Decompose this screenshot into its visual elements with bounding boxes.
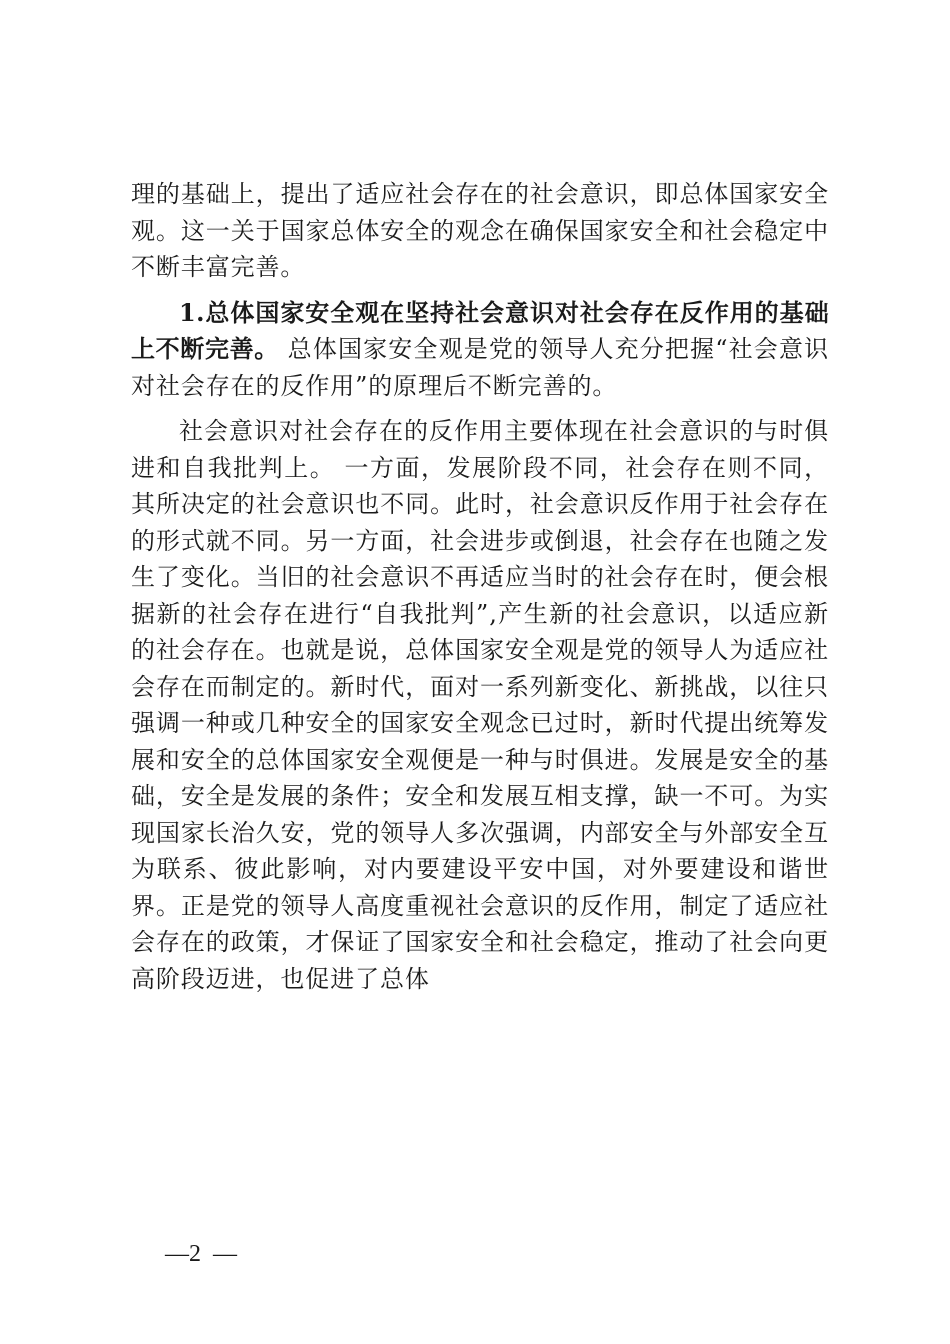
paragraph-section-1: [131, 295, 829, 405]
paragraph-continued: 理的基础上，提出了适应社会存在的社会意识，即总体国家安全观。这一关于国家总体安全的观念在确保国家安全和社会稳定中不断丰富完善。: [131, 180, 829, 281]
document-body: [131, 176, 829, 997]
paragraph-body: 社会意识对社会存在的反作用主要体现在社会意识的与时俱进和自我批判上。 一方面，发展阶段不同，社会存在则不同，其所决定的社会意识也不同。此时，社会意识反作用于社会存在的形式就不同。另一方面，社会进步或倒退，社会存在也随之发生了变化。当旧的社会意识不再适应当时的社会存在时，便会根据新的社会存在进行“自我批判”,产生新的社会意识，以适应新的社会存在。也就是说，总体国家安全观是党的领导人为适应社会存在而制定的。新时代，面对一系列新变化、新挑战，以往只强调一种或几种安全的国家安全观念已过时，新时代提出统筹发展和安全的总体国家安全观便是一种与时俱进。发展是安全的基础，安全是发展的条件；安全和发展互相支撑，缺一不可。为实现国家长治久安，党的领导人多次强调，内部安全与外部安全互为联系、彼此影响，对内要建设平安中国，对外要建设和谐世界。正是党的领导人高度重视社会意识的反作用，制定了适应社会存在的政策，才保证了国家安全和社会稳定，推动了社会向更高阶段迈进，也促进了总体: [131, 417, 829, 993]
section-heading: 1.总体国家安全观在坚持社会意识对社会存在反作用的基础上不断完善。: [131, 297, 829, 363]
section-intro-text: 总体国家安全观是党的领导人充分把握“社会意识对社会存在的反作用”的原理后不断完善的。: [131, 335, 829, 400]
page-number: —2 —: [165, 1241, 237, 1267]
